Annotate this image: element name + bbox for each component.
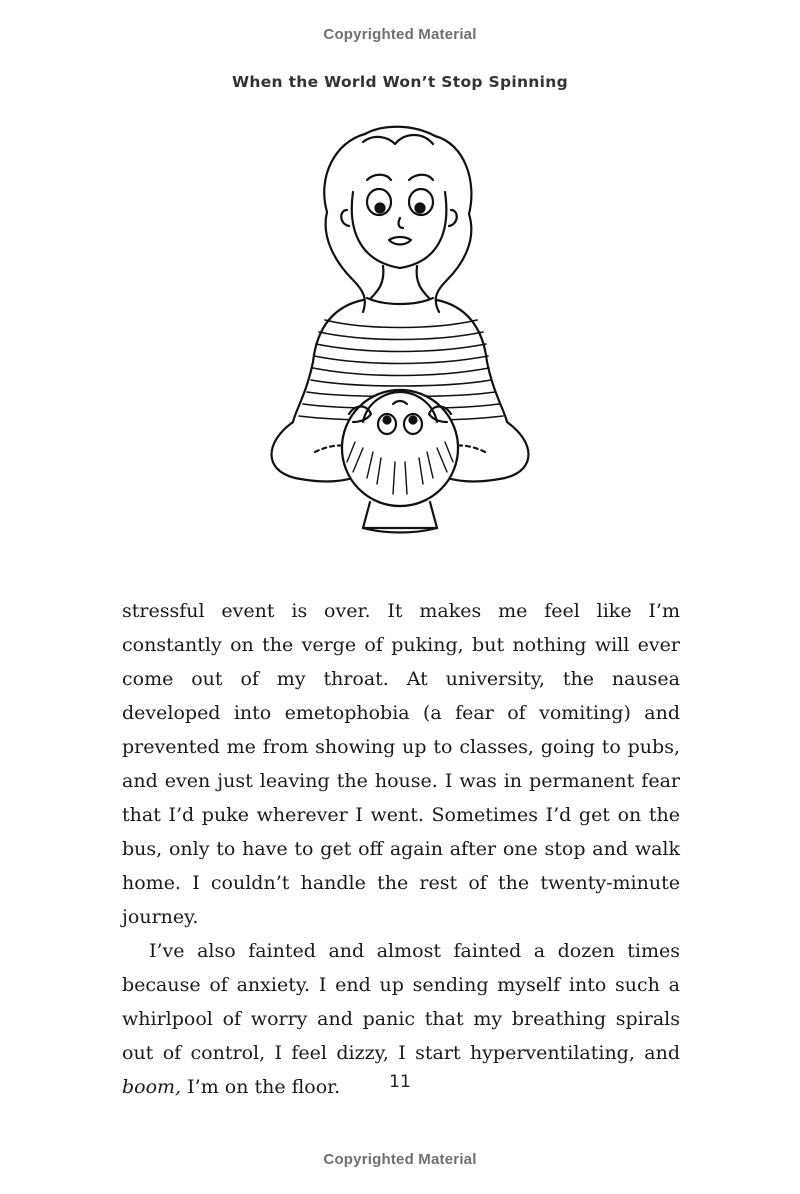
body-text [122,594,680,1104]
running-head: When the World Won’t Stop Spinning [232,73,568,91]
copyright-watermark-top: Copyrighted Material [323,26,477,43]
woman-crystal-ball-illustration [255,122,545,542]
paragraph-2-italic-word: boom, [122,1076,182,1098]
paragraph-2-text-end: I’m on the floor. [181,1076,341,1098]
copyright-watermark-bottom: Copyrighted Material [323,1151,477,1168]
page-number: 11 [389,1072,411,1092]
paragraph-1: stressful event is over. It makes me feel like I’m constantly on the verge of puking, but nothing will ever come out of my throat. At university, the nausea developed into emetophobia (a fear of vomiting) and prevented me from showing up to classes, going to pubs, and even just leaving the house. I was in permanent fear that I’d puke wherever I went. Sometimes I’d get on the bus, only to have to get off again after one stop and walk home. I couldn’t handle the rest of the twenty-minute journey. [122,600,680,928]
paragraph-2-text-start: I’ve also fainted and almost fainted a dozen times because of anxiety. I end up sending myself into such a whirlpool of worry and panic that my breathing spirals out of control, I feel dizzy, I start hyperventilating, and [122,940,680,1064]
